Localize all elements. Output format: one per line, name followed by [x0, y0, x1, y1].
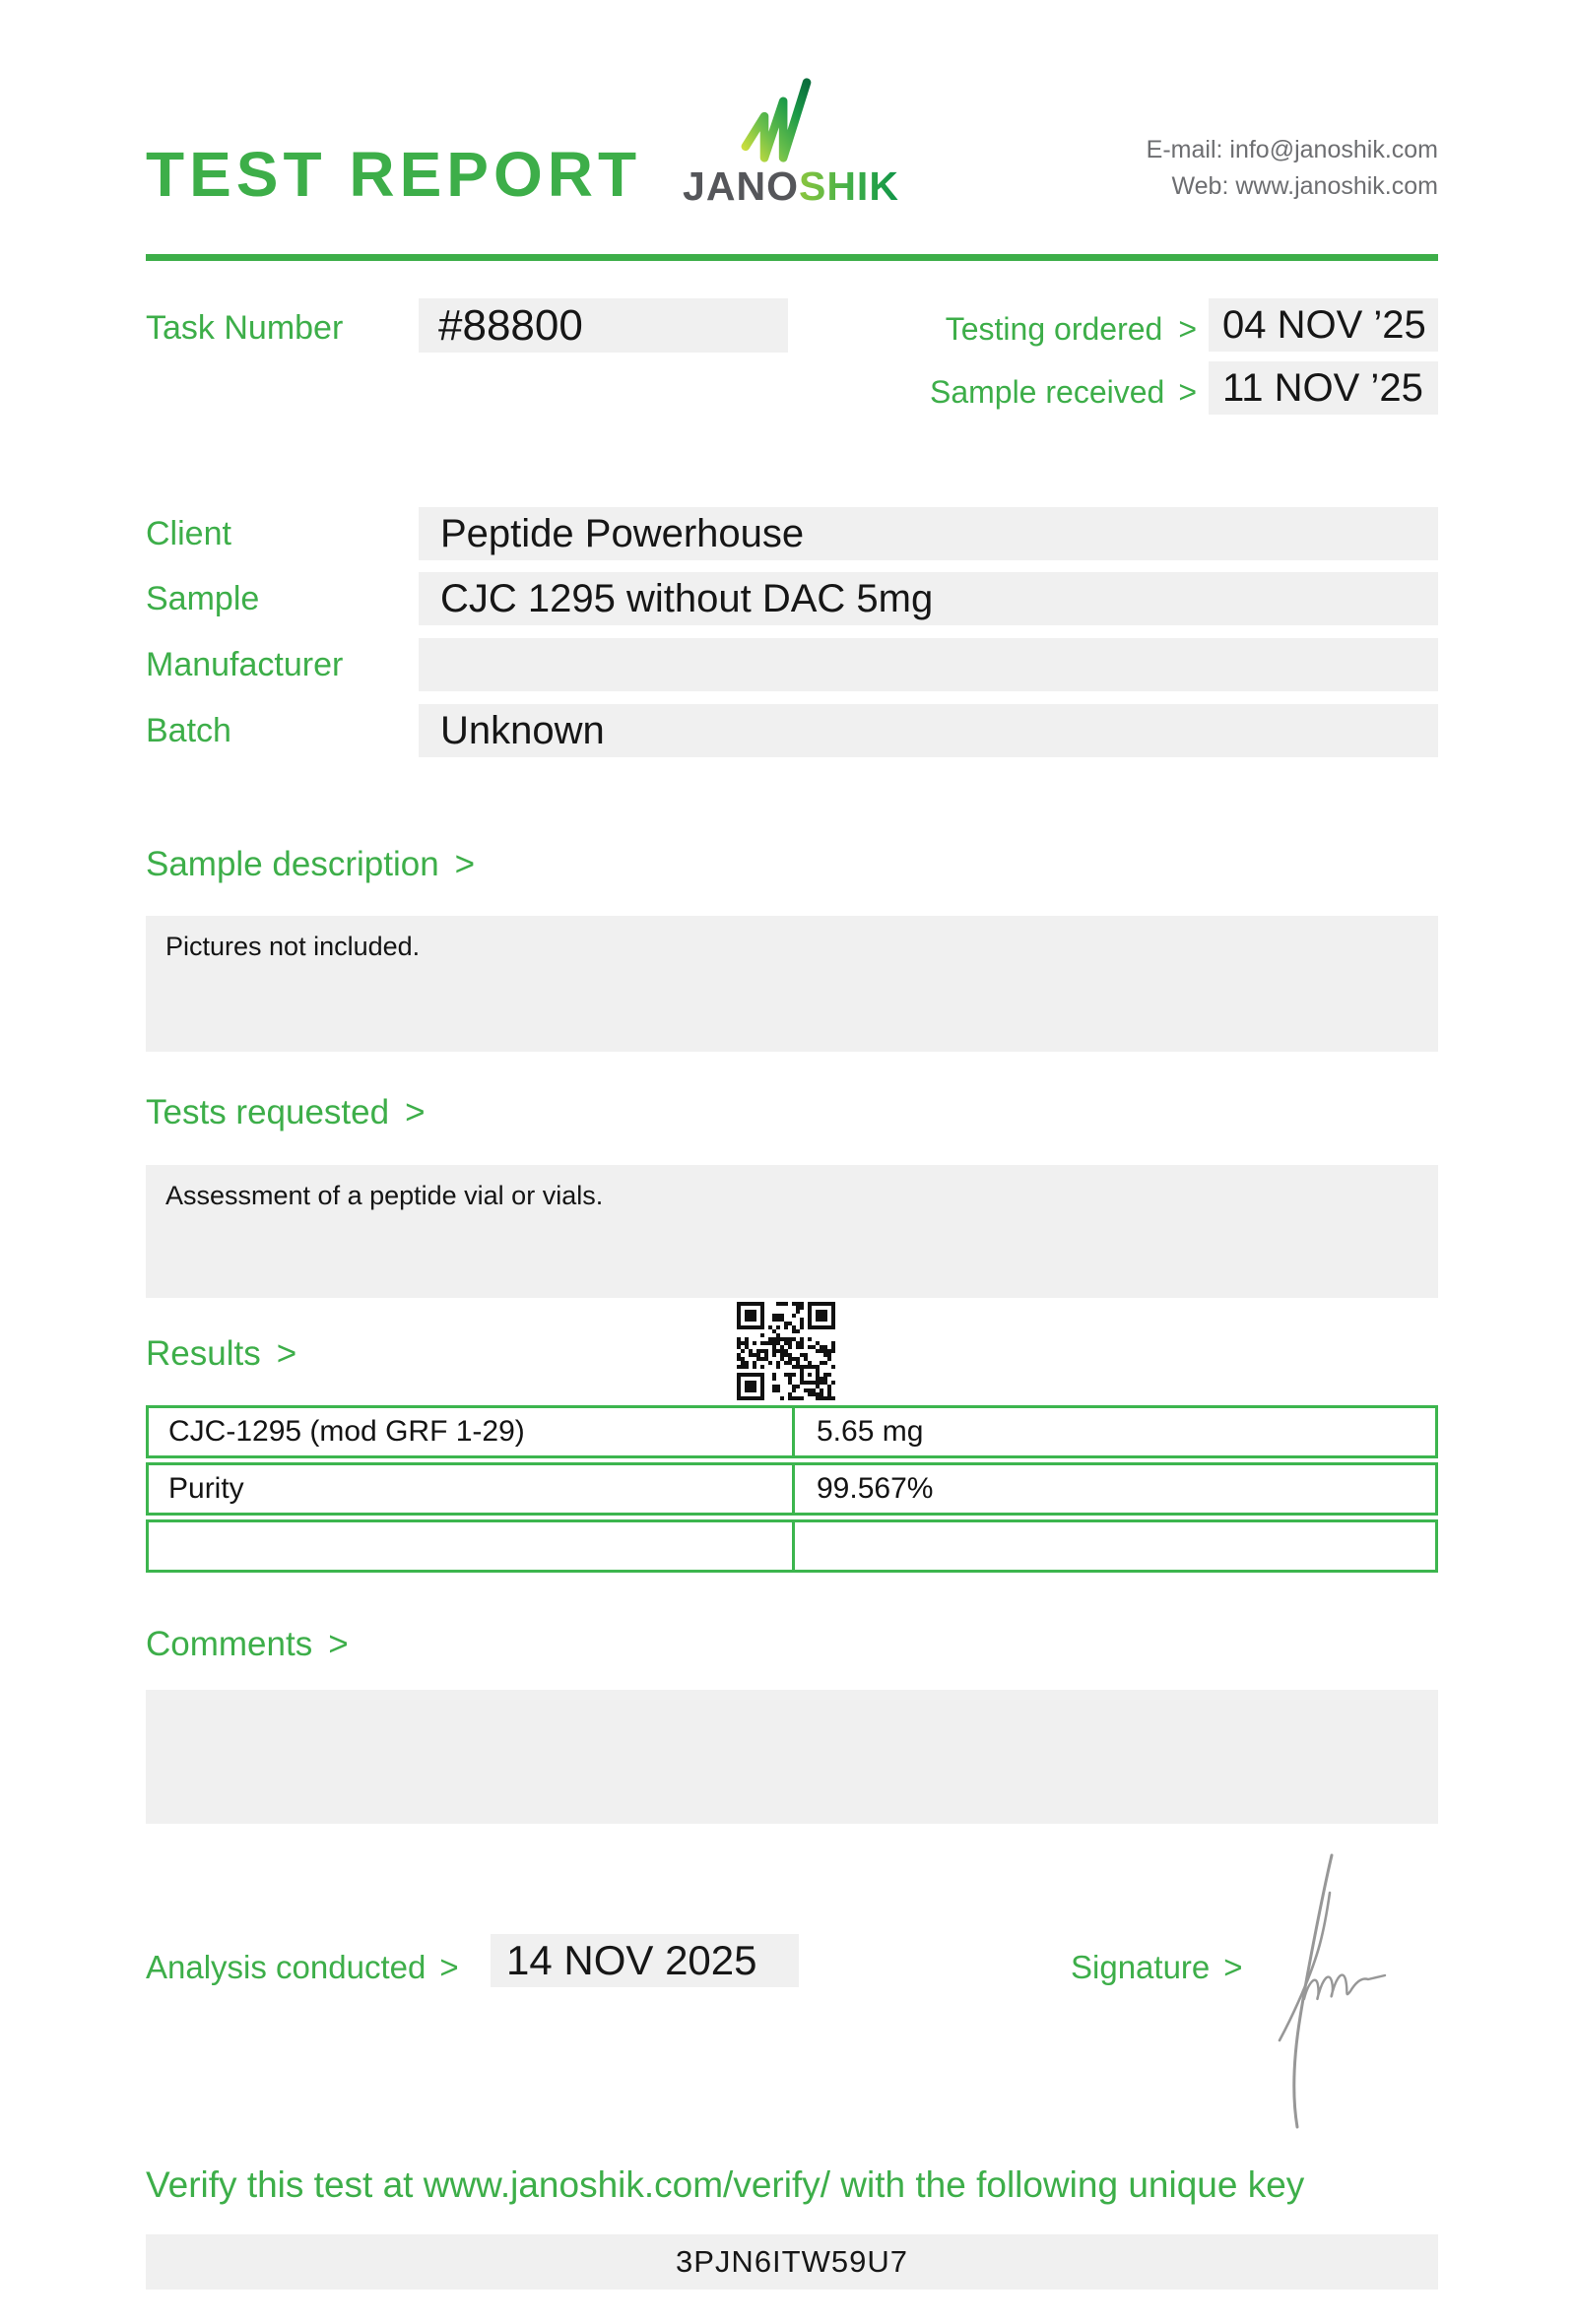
signature-text: Signature: [1071, 1949, 1211, 1985]
page-title: TEST REPORT: [146, 139, 642, 210]
arrow-icon: >: [405, 1093, 426, 1131]
sample-received-text: Sample received: [929, 374, 1165, 410]
tests-requested-heading: [146, 1093, 426, 1132]
arrow-icon: >: [328, 1625, 349, 1663]
signature-label: [1071, 1949, 1243, 1986]
contact-web-line: [985, 168, 1438, 205]
sample-value: CJC 1295 without DAC 5mg: [440, 576, 934, 620]
comments-heading: [146, 1625, 349, 1664]
sample-received-label: [891, 374, 1197, 411]
batch-value: Unknown: [440, 708, 605, 752]
sample-field: [419, 572, 1438, 625]
client-label: Client: [146, 515, 231, 552]
result-name-cell: Purity: [168, 1472, 244, 1505]
client-field: [419, 507, 1438, 560]
arrow-icon: >: [276, 1334, 297, 1373]
task-number-field: [419, 298, 788, 353]
result-value-cell: 5.65 mg: [792, 1408, 1435, 1455]
janoshik-logo-text: [668, 163, 914, 210]
logo-text-jano: JANO: [683, 163, 799, 209]
web-label: Web:: [1171, 172, 1229, 200]
sample-description-body: Pictures not included.: [165, 932, 421, 961]
result-value-cell: [792, 1522, 1435, 1570]
signature-image: [1271, 1847, 1413, 2135]
testing-ordered-text: Testing ordered: [945, 311, 1163, 347]
qr-code: [737, 1302, 835, 1400]
table-row: [146, 1405, 1438, 1458]
analysis-date-value: 14 NOV 2025: [506, 1937, 757, 1983]
web-value: www.janoshik.com: [1235, 172, 1438, 200]
task-number-label: Task Number: [146, 309, 344, 347]
email-label: E-mail:: [1146, 136, 1223, 163]
verify-instruction: Verify this test at www.janoshik.com/verify/ with the following unique key: [146, 2164, 1305, 2205]
contact-email-line: [985, 132, 1438, 168]
result-name-cell: [149, 1522, 792, 1570]
tests-requested-text: Tests requested: [146, 1093, 390, 1131]
header-divider: [146, 254, 1438, 261]
analysis-conducted-label: [146, 1949, 459, 1986]
table-row: [146, 1462, 1438, 1516]
arrow-icon: >: [1178, 311, 1197, 347]
sample-description-text: Sample description: [146, 845, 439, 883]
results-heading: [146, 1334, 296, 1374]
result-name-cell: CJC-1295 (mod GRF 1-29): [168, 1415, 525, 1448]
table-row: [146, 1519, 1438, 1573]
arrow-icon: >: [454, 845, 476, 883]
analysis-conducted-text: Analysis conducted: [146, 1949, 427, 1985]
result-value-cell: 99.567%: [792, 1465, 1435, 1513]
contact-block: [985, 132, 1438, 205]
verify-key-value: 3PJN6ITW59U7: [676, 2244, 908, 2279]
comments-text: Comments: [146, 1625, 313, 1663]
client-value: Peptide Powerhouse: [440, 511, 805, 555]
testing-ordered-field: [1209, 298, 1438, 352]
results-table: [146, 1405, 1438, 1577]
logo-text-shik: SHIK: [798, 163, 899, 209]
sample-description-box: [146, 916, 1438, 1052]
batch-label: Batch: [146, 712, 231, 749]
testing-ordered-label: [891, 311, 1197, 348]
arrow-icon: >: [439, 1949, 459, 1985]
sample-received-field: [1209, 361, 1438, 415]
arrow-icon: >: [1223, 1949, 1243, 1985]
comments-box: [146, 1690, 1438, 1824]
sample-description-heading: [146, 845, 475, 884]
verify-key-field: [146, 2234, 1438, 2290]
results-text: Results: [146, 1334, 261, 1373]
sample-received-value: 11 NOV ’25: [1222, 365, 1423, 410]
tests-requested-box: [146, 1165, 1438, 1298]
arrow-icon: >: [1178, 374, 1197, 410]
sample-label: Sample: [146, 580, 260, 617]
tests-requested-body: Assessment of a peptide vial or vials.: [165, 1181, 604, 1210]
analysis-date-field: [491, 1934, 799, 1987]
task-number-value: #88800: [438, 300, 583, 350]
manufacturer-field: [419, 638, 1438, 691]
testing-ordered-value: 04 NOV ’25: [1222, 302, 1426, 347]
email-value: info@janoshik.com: [1229, 136, 1438, 163]
manufacturer-label: Manufacturer: [146, 646, 344, 683]
janoshik-logo-icon: [739, 77, 833, 163]
batch-field: [419, 704, 1438, 757]
